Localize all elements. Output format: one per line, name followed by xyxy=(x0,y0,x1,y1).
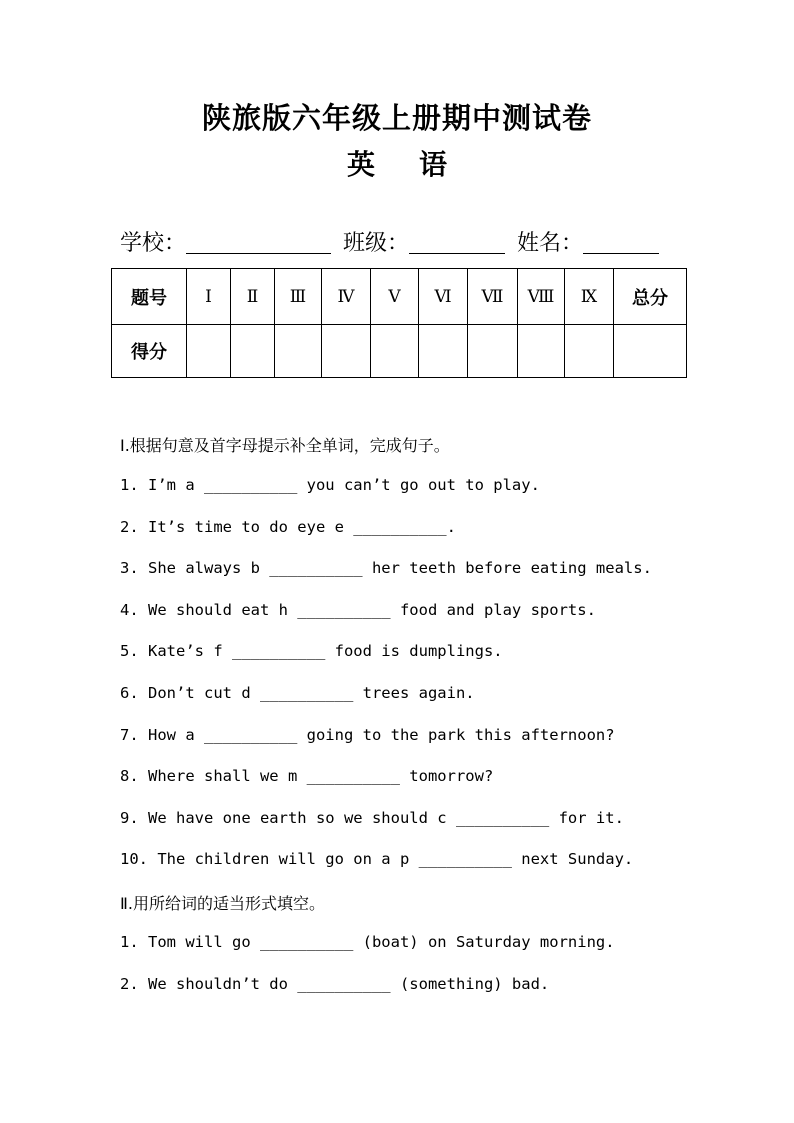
column-header: Ⅲ xyxy=(275,269,322,325)
question-item: 1. I’m a __________ you can’t go out to play. xyxy=(120,476,540,494)
school-label: 学校： xyxy=(120,231,187,256)
question-item: 6. Don’t cut d __________ trees again. xyxy=(120,684,475,702)
section-1-heading: I.根据句意及首字母提示补全单词，完成句子。 xyxy=(120,436,450,455)
name-label: 姓名： xyxy=(517,231,584,256)
question-item: 8. Where shall we m __________ tomorrow? xyxy=(120,767,494,785)
score-cell[interactable] xyxy=(231,325,275,378)
question-item: 2. We shouldn’t do __________ (something) bad. xyxy=(120,975,550,993)
total-score-cell[interactable] xyxy=(614,325,687,378)
score-cell[interactable] xyxy=(468,325,518,378)
score-table xyxy=(111,268,687,378)
score-cell[interactable] xyxy=(419,325,468,378)
column-header: Ⅴ xyxy=(371,269,419,325)
class-label: 班级： xyxy=(343,231,410,256)
column-header: Ⅷ xyxy=(518,269,565,325)
score-cell[interactable] xyxy=(275,325,322,378)
score-cell[interactable] xyxy=(565,325,614,378)
column-header: Ⅵ xyxy=(419,269,468,325)
score-cell[interactable] xyxy=(187,325,231,378)
score-row-label: 得分 xyxy=(112,325,187,378)
score-cell[interactable] xyxy=(322,325,371,378)
question-item: 4. We should eat h __________ food and play sports. xyxy=(120,601,596,619)
question-number-header: 题号 xyxy=(112,269,187,325)
section-2-heading: Ⅱ.用所给词的适当形式填空。 xyxy=(120,894,325,913)
student-info-line xyxy=(120,226,680,257)
column-header: Ⅶ xyxy=(468,269,518,325)
question-item: 2. It’s time to do eye e __________. xyxy=(120,518,456,536)
column-header: Ⅸ xyxy=(565,269,614,325)
exam-title: 陕旅版六年级上册期中测试卷 xyxy=(201,101,592,135)
column-header: Ⅳ xyxy=(322,269,371,325)
score-table-header-row xyxy=(112,269,687,325)
score-table-score-row xyxy=(112,325,687,378)
name-blank[interactable] xyxy=(583,231,659,254)
question-item: 9. We have one earth so we should c __________ for it. xyxy=(120,809,624,827)
column-header: Ⅱ xyxy=(231,269,275,325)
total-score-header: 总分 xyxy=(614,269,687,325)
class-blank[interactable] xyxy=(409,231,505,254)
question-item: 5. Kate’s f __________ food is dumplings. xyxy=(120,642,503,660)
score-cell[interactable] xyxy=(518,325,565,378)
exam-subject: 英语 xyxy=(346,148,491,181)
question-item: 7. How a __________ going to the park this afternoon? xyxy=(120,726,615,744)
score-cell[interactable] xyxy=(371,325,419,378)
column-header: Ⅰ xyxy=(187,269,231,325)
question-item: 10. The children will go on a p __________ next Sunday. xyxy=(120,850,634,868)
question-item: 3. She always b __________ her teeth before eating meals. xyxy=(120,559,652,577)
school-blank[interactable] xyxy=(186,231,331,254)
question-item: 1. Tom will go __________ (boat) on Saturday morning. xyxy=(120,933,615,951)
